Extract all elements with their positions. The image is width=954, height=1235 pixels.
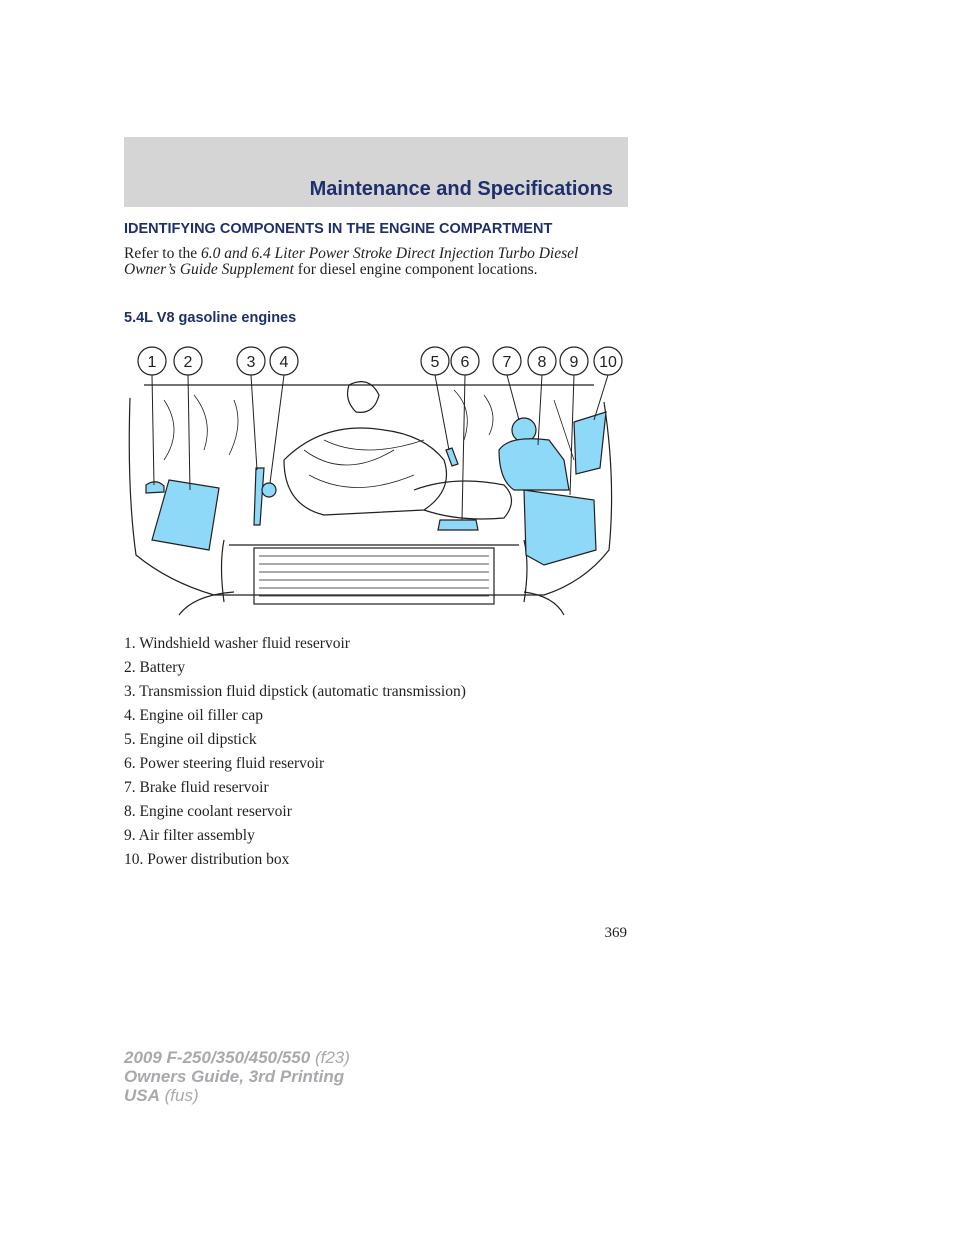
engine-intake (284, 428, 447, 515)
legend-item: 9. Air filter assembly (124, 827, 255, 844)
legend-item: 8. Engine coolant reservoir (124, 803, 292, 820)
intro-prefix: Refer to the (124, 245, 202, 262)
oil-dipstick-highlight (446, 448, 458, 466)
supplement-title: 6.0 and 6.4 Liter Power Stroke Direct Injection Turbo Diesel Owner’s Guide Supplement (124, 245, 579, 278)
throttle-body (348, 382, 379, 413)
callout-number-9: 9 (569, 354, 579, 371)
oil-filler-cap-highlight (262, 483, 276, 497)
callout-number-10: 10 (599, 354, 617, 371)
callout-number-8: 8 (537, 354, 547, 371)
legend-item: 1. Windshield washer fluid reservoir (124, 635, 350, 652)
document-footer (124, 1048, 350, 1105)
callout-number-7: 7 (502, 354, 512, 371)
intro-paragraph (124, 246, 628, 278)
coolant-reservoir-highlight (499, 439, 569, 490)
legend-item: 3. Transmission fluid dipstick (automatic transmission) (124, 683, 466, 700)
engine-subheading: 5.4L V8 gasoline engines (124, 310, 297, 326)
callout-number-6: 6 (460, 354, 470, 371)
intro-suffix: for diesel engine component locations. (293, 261, 538, 278)
legend-item: 5. Engine oil dipstick (124, 731, 257, 748)
footer-line-printing: Owners Guide, 3rd Printing (124, 1067, 345, 1086)
chapter-title: Maintenance and Specifications (309, 178, 613, 200)
component-legend (124, 632, 466, 872)
callout-number-5: 5 (430, 354, 440, 371)
header-band (124, 137, 628, 207)
legend-item: 4. Engine oil filler cap (124, 707, 264, 724)
radiator-fins (259, 556, 489, 596)
intake-runners (304, 440, 424, 488)
callout-group (138, 347, 622, 375)
air-filter-highlight (524, 490, 596, 565)
section-heading: IDENTIFYING COMPONENTS IN THE ENGINE COMPARTMENT (124, 221, 553, 237)
engine-compartment-diagram (124, 340, 634, 620)
callout-number-4: 4 (279, 354, 289, 371)
washer-reservoir-highlight (146, 482, 164, 493)
legend-item: 7. Brake fluid reservoir (124, 779, 269, 796)
legend-item: 6. Power steering fluid reservoir (124, 755, 325, 772)
callout-number-1: 1 (147, 354, 157, 371)
legend-item: 2. Battery (124, 659, 186, 676)
callout-number-2: 2 (183, 354, 193, 371)
legend-item: 10. Power distribution box (124, 851, 290, 868)
callout-number-3: 3 (246, 354, 256, 371)
page-number: 369 (604, 925, 627, 941)
power-distribution-box-highlight (574, 412, 606, 474)
footer-line-model: 2009 F-250/350/450/550 (f23) (124, 1048, 350, 1067)
trans-dipstick-highlight (254, 468, 264, 525)
ps-reservoir-highlight (438, 520, 478, 530)
radiator-frame (222, 540, 528, 602)
footer-line-market: USA (fus) (124, 1086, 199, 1105)
